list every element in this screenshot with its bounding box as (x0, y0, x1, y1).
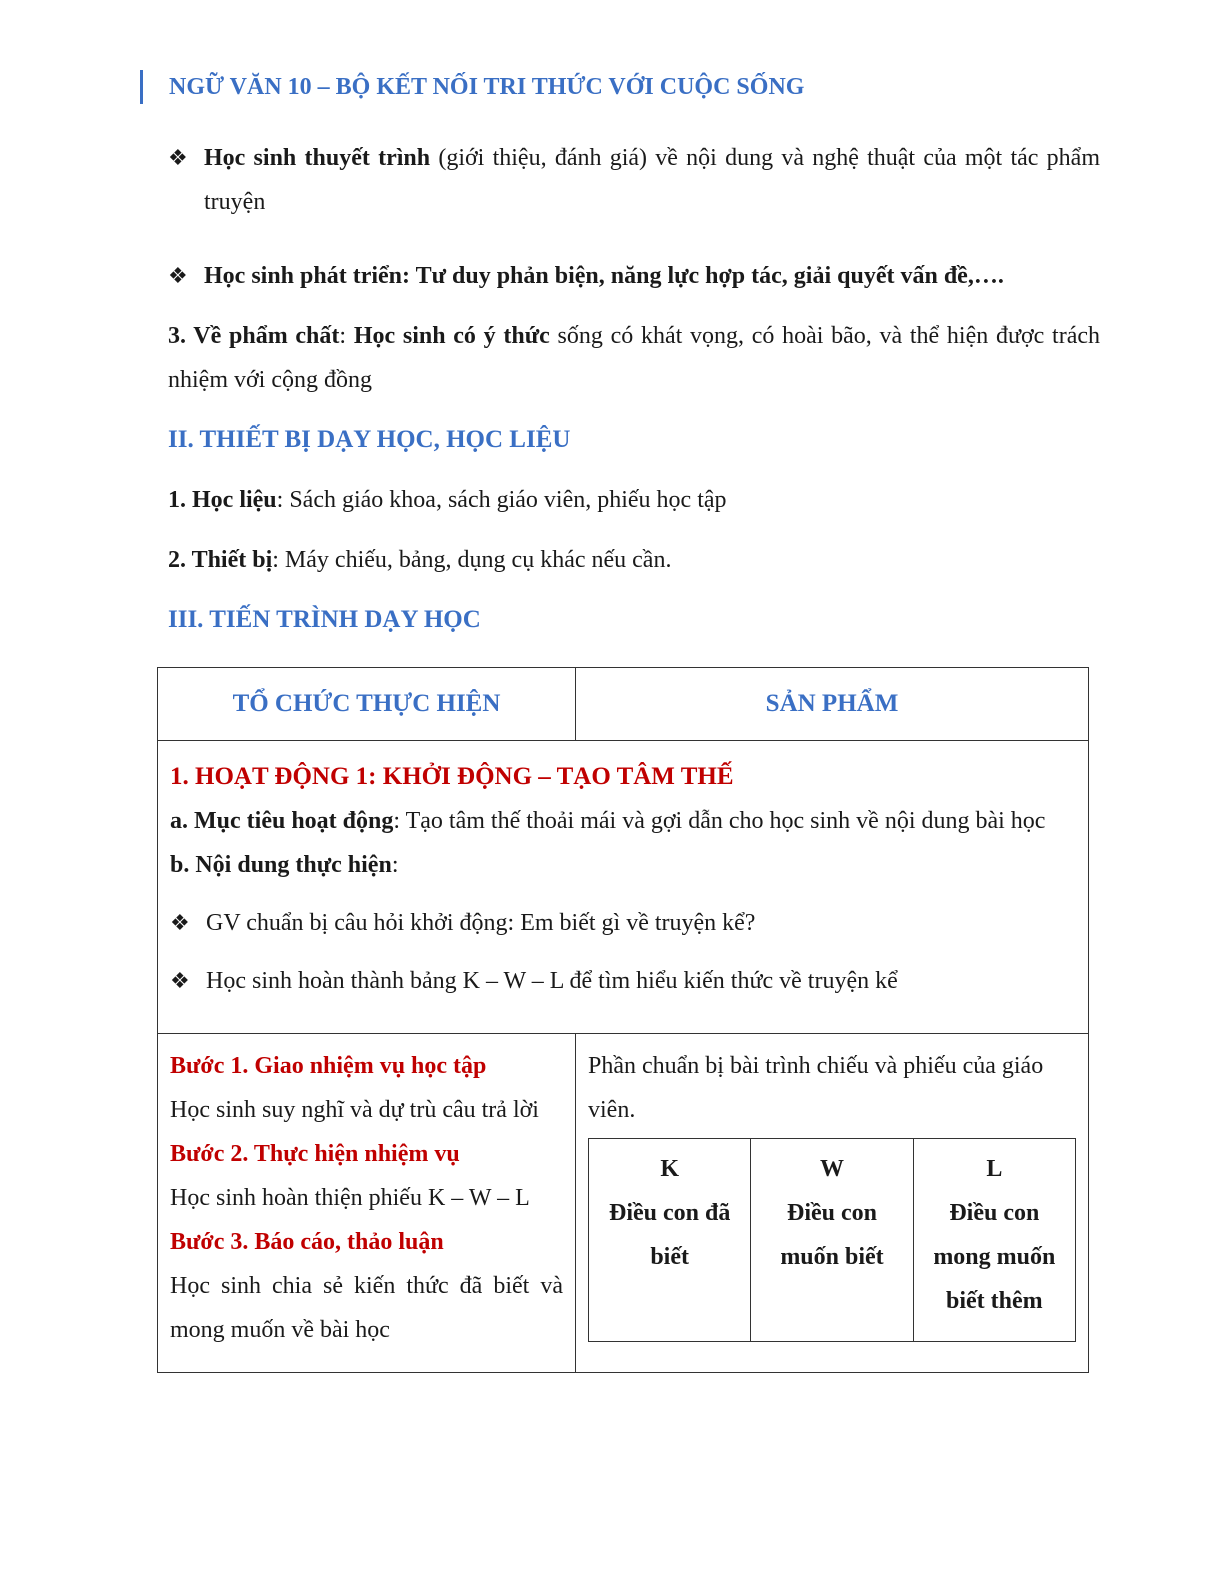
diamond-bullet-icon: ❖ (168, 263, 188, 288)
table-header-row (158, 668, 1089, 741)
kwl-desc: Điều con đã biết (608, 1200, 731, 1270)
section3-heading: III. TIẾN TRÌNH DẠY HỌC (168, 606, 481, 633)
header-cell-product: SẢN PHẨM (576, 668, 1089, 741)
quality-text: sống có khát vọng, có hoài bão, và thể hiện được trách nhiệm với cộng đồng (168, 323, 1101, 393)
step-text: Học sinh chia sẻ kiến thức đã biết và mong muốn về bài học (170, 1273, 563, 1343)
lesson-table (157, 667, 1089, 1373)
quality-paragraph (168, 314, 1100, 402)
activity-cell (158, 741, 1089, 1034)
activity-goal (170, 799, 1076, 843)
header-title: NGỮ VĂN 10 – BỘ KẾT NỐI TRI THỨC VỚI CUỘC SỐNG (169, 74, 805, 100)
activity-bullet-text: Học sinh hoàn thành bảng K – W – L để tìm hiểu kiến thức về truyện kể (206, 968, 898, 994)
activity-title: 1. HOẠT ĐỘNG 1: KHỞI ĐỘNG – TẠO TÂM THẾ (170, 763, 734, 790)
step-title: Bước 1. Giao nhiệm vụ học tập (170, 1053, 487, 1079)
kwl-letter: W (819, 1156, 844, 1182)
kwl-desc: Điều con muốn biết (780, 1200, 884, 1270)
diamond-bullet-icon: ❖ (170, 910, 190, 935)
bullet-bold: Học sinh thuyết trình (204, 145, 431, 171)
activity-content (170, 843, 1076, 887)
quality-label: 3. Về phẩm chất (168, 323, 340, 349)
page-header (140, 70, 804, 104)
equipment-text: : Máy chiếu, bảng, dụng cụ khác nếu cần. (272, 547, 672, 573)
activity-row (158, 741, 1089, 1034)
kwl-row (589, 1139, 1076, 1342)
quality-colon: : (339, 323, 354, 349)
materials-item (168, 478, 1100, 522)
goal-text: : Tạo tâm thế thoải mái và gợi dẫn cho học sinh về nội dung bài học (393, 808, 1046, 834)
activity-bullet (170, 901, 1076, 945)
header-cell-organization: TỔ CHỨC THỰC HIỆN (158, 668, 576, 741)
step-title: Bước 3. Báo cáo, thảo luận (170, 1229, 444, 1255)
kwl-cell-w (751, 1139, 913, 1342)
section2-heading: II. THIẾT BỊ DẠY HỌC, HỌC LIỆU (168, 426, 571, 453)
bullet-bold: Học sinh phát triển: Tư duy phản biện, năng lực hợp tác, giải quyết vấn đề,…. (204, 263, 1004, 289)
activity-bullet (170, 959, 1076, 1003)
kwl-cell-k (589, 1139, 751, 1342)
diamond-bullet-icon: ❖ (170, 968, 190, 993)
kwl-letter: K (660, 1156, 679, 1182)
steps-cell (158, 1034, 576, 1373)
activity-bullet-text: GV chuẩn bị câu hỏi khởi động: Em biết gì về truyện kể? (206, 910, 756, 936)
quality-bold: Học sinh có ý thức (353, 323, 550, 349)
product-cell (576, 1034, 1089, 1373)
steps-row (158, 1034, 1089, 1373)
kwl-letter: L (986, 1156, 1003, 1182)
step-text: Học sinh hoàn thiện phiếu K – W – L (170, 1185, 530, 1211)
equipment-label: 2. Thiết bị (168, 547, 273, 573)
bullet-presentation (168, 136, 1100, 224)
document-body (168, 136, 1100, 642)
materials-label: 1. Học liệu (168, 487, 277, 513)
diamond-bullet-icon: ❖ (168, 145, 188, 170)
bullet-development (168, 254, 1100, 298)
goal-label: a. Mục tiêu hoạt động (170, 808, 394, 834)
content-colon: : (391, 852, 399, 878)
content-label: b. Nội dung thực hiện (170, 852, 392, 878)
step-title: Bước 2. Thực hiện nhiệm vụ (170, 1141, 460, 1167)
kwl-table (588, 1138, 1076, 1342)
materials-text: : Sách giáo khoa, sách giáo viên, phiếu học tập (276, 487, 727, 513)
product-text: Phần chuẩn bị bài trình chiếu và phiếu của giáo viên. (588, 1053, 1044, 1123)
bullet-text: (giới thiệu, đánh giá) về nội dung và nghệ thuật của một tác phẩm truyện (204, 145, 1100, 215)
step-text: Học sinh suy nghĩ và dự trù câu trả lời (170, 1097, 539, 1123)
kwl-cell-l (913, 1139, 1075, 1342)
kwl-desc: Điều con mong muốn biết thêm (933, 1200, 1056, 1314)
equipment-item (168, 538, 1100, 582)
